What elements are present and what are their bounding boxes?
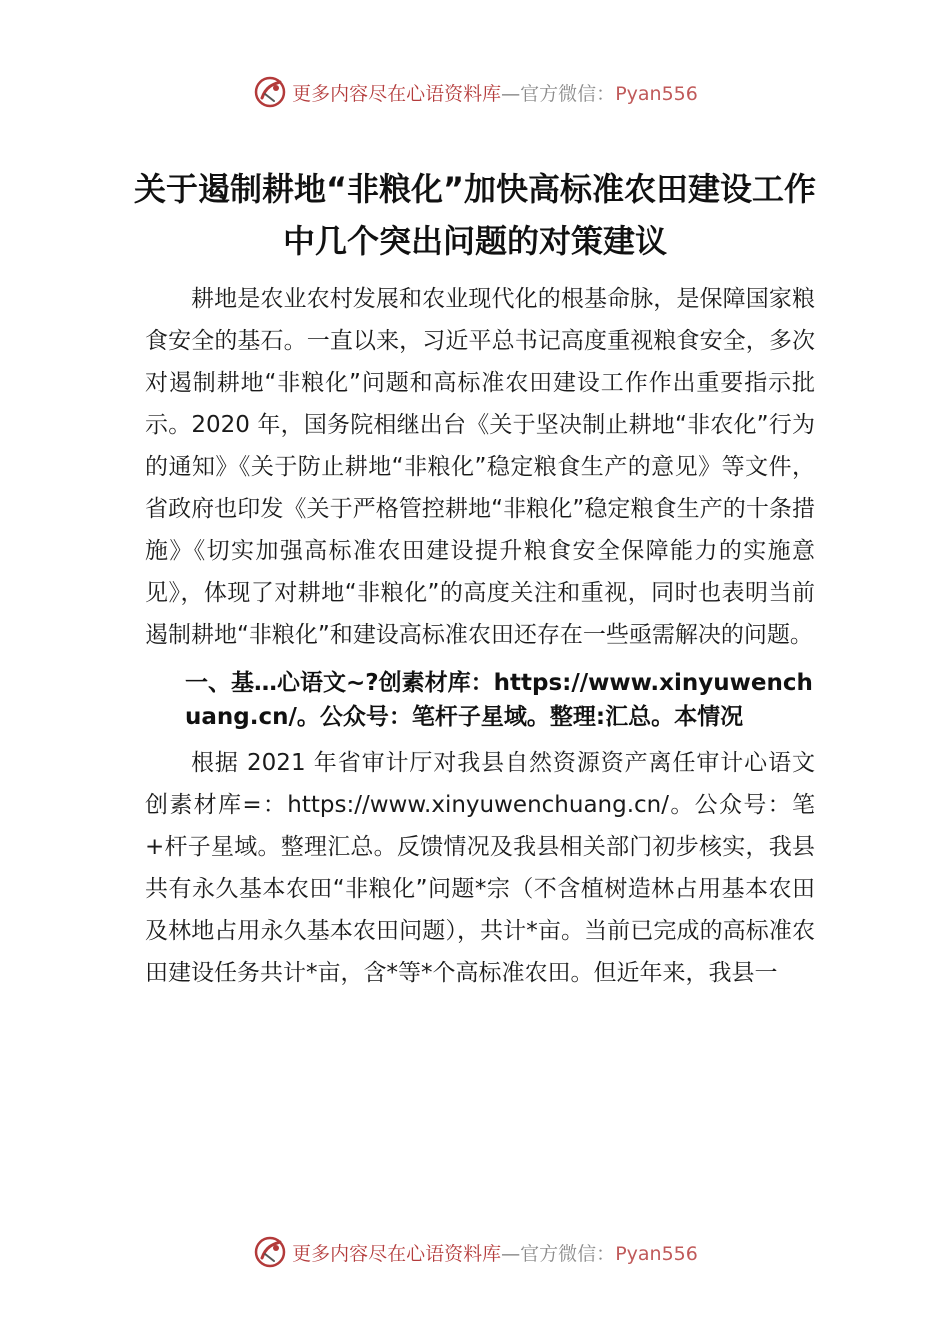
document-title: 关于遏制耕地“非粮化”加快高标准农田建设工作中几个突出问题的对策建议 [133,170,817,260]
section-paragraph: 根据 2021 年省审计厅对我县自然资源资产离任审计心语文创素材库=：https://www.xinyuwenchuang.cn/。公众号：笔+杆子星域。整理汇总。反馈情况及我县相关部门初步核实，我县共有永久基本农田“非粮化”问题*宗（不含植树造林占用基本农田及林地占用永久基本农田问题），共计*亩。当前已完成的高标准农田建设任务共计*亩，含*等*个高标准农田。但近年来，我县一 [145,750,815,986]
watermark-brand: 更多内容尽在心语资料库 [292,82,502,105]
watermark-separator: — [501,82,521,105]
watermark-wechat-label: 官方微信： [520,82,616,105]
watermark-text [292,1239,698,1266]
brand-logo-icon [252,1234,288,1270]
watermark-separator: — [501,1242,521,1265]
brand-logo-icon [252,74,288,110]
watermark-wechat-id: Pyan556 [615,1242,698,1265]
watermark-wechat-label: 官方微信： [520,1242,616,1265]
watermark-banner-top [0,72,950,112]
watermark-brand: 更多内容尽在心语资料库 [292,1242,502,1265]
section-heading: 一、基…心语文~?创素材库：https://www.xinyuwenchuang.cn/。公众号：笔杆子星域。整理:汇总。本情况 [185,670,813,730]
intro-paragraph: 耕地是农业农村发展和农业现代化的根基命脉，是保障国家粮食安全的基石。一直以来，习近平总书记高度重视粮食安全，多次对遏制耕地“非粮化”问题和高标准农田建设工作作出重要指示批示。2020 年，国务院相继出台《关于坚决制止耕地“非农化”行为的通知》《关于防止耕地“非粮化”稳定粮食生产的意见》等文件，省政府也印发《关于严格管控耕地“非粮化”稳定粮食生产的十条措施》《切实加强高标准农田建设提升粮食安全保障能力的实施意见》，体现了对耕地“非粮化”的高度关注和重视，同时也表明当前遏制耕地“非粮化”和建设高标准农田还存在一些亟需解决的问题。 [145,286,815,648]
document-body [145,278,815,994]
watermark-text [292,79,698,106]
watermark-banner-bottom [0,1232,950,1272]
watermark-wechat-id: Pyan556 [615,82,698,105]
